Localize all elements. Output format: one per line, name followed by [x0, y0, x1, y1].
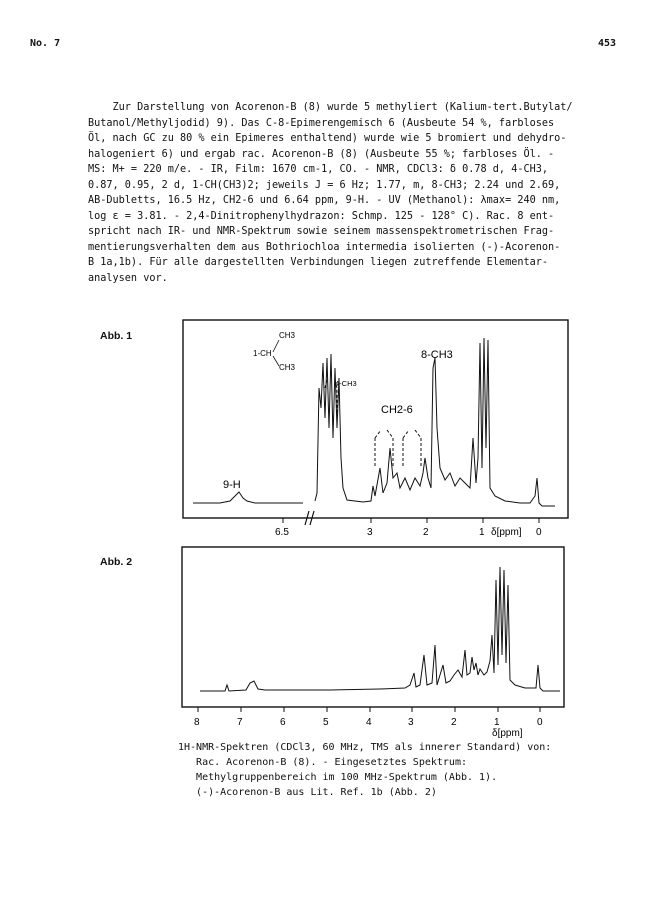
- body-line: analysen vor.: [88, 272, 168, 284]
- axis-unit-label: δ[ppm]: [492, 728, 523, 739]
- tick-label: 5: [323, 717, 329, 728]
- body-line: mentierungsverhalten dem aus Bothriochloa intermedia isolierten (-)-Acorenon-: [88, 241, 561, 253]
- tick-label: 7: [237, 717, 243, 728]
- annotation-4-ch3: 4-CH3: [335, 379, 357, 388]
- body-line: 0.87, 0.95, 2 d, 1-CH(CH3)2; jeweils J = 6 Hz; 1.77, m, 8-CH3; 2.24 und 2.69,: [88, 179, 561, 191]
- caption-line: Rac. Acorenon-B (8). - Eingesetztes Spektrum:: [178, 757, 467, 768]
- figure1-frame: [183, 320, 568, 518]
- annotation-1-ch: 1-CH: [253, 349, 272, 358]
- annotation-9-h: 9-H: [223, 479, 241, 491]
- annotation-8-ch3: 8-CH3: [421, 349, 453, 361]
- figure1-trace: [193, 338, 555, 506]
- tick-label: 2: [451, 717, 457, 728]
- figure2-trace: [200, 567, 560, 691]
- caption-line: 1H-NMR-Spektren (CDCl3, 60 MHz, TMS als innerer Standard) von:: [178, 742, 552, 753]
- figure2-label: Abb. 2: [100, 556, 133, 568]
- body-line: B 1a,1b). Für alle dargestellten Verbindungen liegen zutreffende Elementar-: [88, 257, 549, 268]
- body-line: MS: M+ = 220 m/e. - IR, Film: 1670 cm-1, CO. - NMR, CDCl3: δ 0.78 d, 4-CH3,: [88, 164, 549, 175]
- annotation-ch2-6: CH2-6: [381, 404, 413, 416]
- figure1-nmr-spectrum: [175, 318, 575, 543]
- body-paragraph: [88, 100, 608, 286]
- caption-line: (-)-Acorenon-B aus Lit. Ref. 1b (Abb. 2): [178, 787, 437, 798]
- caption-line: Methylgruppenbereich im 100 MHz-Spektrum (Abb. 1).: [178, 772, 498, 783]
- body-line: spricht nach IR- und NMR-Spektrum sowie seinem massenspektrometrischen Frag-: [88, 226, 555, 237]
- body-line: Zur Darstellung von Acorenon-B (8) wurde 5 methyliert (Kalium-tert.Butylat/: [88, 102, 573, 113]
- tick-label: 6: [280, 717, 286, 728]
- page-number: 453: [598, 38, 617, 49]
- body-line: log ε = 3.81. - 2,4-Dinitrophenylhydrazon: Schmp. 125 - 128° C). Rac. 8 ent-: [88, 210, 555, 222]
- tick-label: 1: [479, 527, 485, 538]
- figure2-nmr-spectrum: [180, 545, 570, 740]
- axis-unit-label: δ[ppm]: [491, 527, 522, 538]
- body-line: AB-Dubletts, 16.5 Hz, CH2-6 und 6.64 ppm, 9-H. - UV (Methanol): λmax= 240 nm,: [88, 195, 561, 206]
- body-line: Öl, nach GC zu 80 % ein Epimeres enthaltend) wurde wie 5 bromiert und dehydro-: [88, 133, 567, 144]
- tick-label: 2: [423, 527, 429, 538]
- journal-issue-number: No. 7: [30, 38, 61, 49]
- tick-label: 3: [408, 717, 414, 728]
- tick-label: 3: [367, 527, 373, 538]
- figure1-ticks: [283, 518, 539, 523]
- tick-label: 8: [194, 717, 200, 728]
- tick-label: 0: [536, 527, 542, 538]
- annotation-ch3-top: CH3: [279, 331, 296, 340]
- annotation-ch3-bottom: CH3: [279, 363, 296, 372]
- tick-label: 6.5: [275, 527, 289, 538]
- tick-label: 0: [537, 717, 543, 728]
- tick-label: 4: [366, 717, 372, 728]
- figure2-ticks: [198, 707, 540, 712]
- figure1-label: Abb. 1: [100, 330, 133, 342]
- body-line: halogeniert 6) und ergab rac. Acorenon-B (8) (Ausbeute 55 %; farbloses Öl. -: [88, 148, 555, 160]
- figure-caption: [178, 740, 551, 800]
- body-line: Butanol/Methyljodid) 9). Das C-8-Epimerengemisch 6 (Ausbeute 54 %, farbloses: [88, 117, 555, 129]
- ch2-6-markers: [375, 430, 421, 468]
- tick-label: 1: [494, 717, 500, 728]
